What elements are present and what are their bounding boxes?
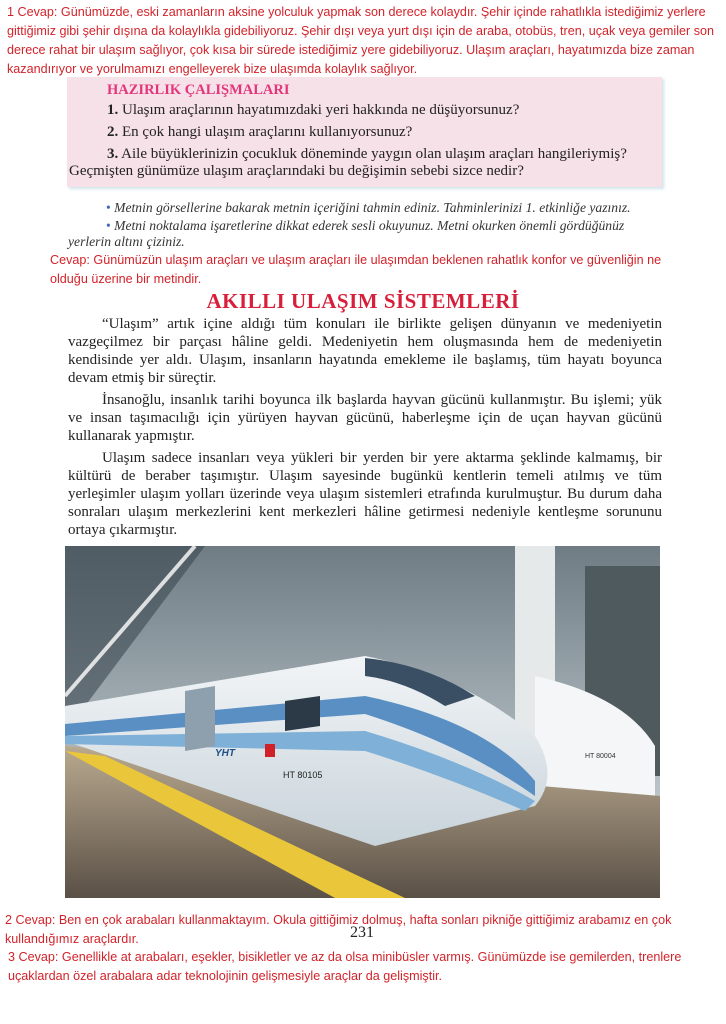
train-illustration [65, 546, 660, 898]
page-number: 231 [350, 924, 374, 941]
answer-2: 2 Cevap: Ben en çok arabaları kullanmaktayım. Okula gittiğimiz dolmuş, hafta sonları pikniğe gittiğimiz arabamız en çok kullandığımız araçlardır. [5, 913, 672, 946]
train2-number: HT 80004 [585, 753, 616, 760]
train-station-photo [65, 546, 660, 898]
preparation-box [67, 77, 662, 187]
answer-3: 3 Cevap: Genellikle at arabaları, eşekler, bisikletler ve az da olsa minibüsler varmış. Günümüzde ise gemilerden, trenlere uçaklardan özel arabalara adar teknolojinin gelişmesiyle araçlar da gelişmiştir. [8, 950, 682, 983]
turkish-flag-icon [265, 744, 275, 757]
preparation-title: HAZIRLIK ÇALIŞMALARI [107, 82, 290, 98]
instruction-2: • Metni noktalama işaretlerine dikkat ederek sesli okuyunuz. Metni okurken önemli gördüğünüz [106, 218, 625, 233]
train-number-label: HT 80105 [283, 770, 323, 780]
question-3-continued: Geçmişten günümüze ulaşım araçlarındaki bu değişimin sebebi sizce nedir? [69, 163, 524, 179]
question-3: 3. Aile büyüklerinizin çocukluk döneminde yaygın olan ulaşım araçları hangileriymiş? [107, 146, 627, 162]
instruction-1: • Metnin görsellerine bakarak metnin içeriğini tahmin ediniz. Tahminlerinizi 1. etkinliğe yazınız. [106, 200, 631, 215]
question-2: 2. En çok hangi ulaşım araçlarını kullanıyorsunuz? [107, 124, 413, 140]
paragraph-2: İnsanoğlu, insanlık tarihi boyunca ilk başlarda hayvan gücünü kullanmıştır. Bu işlemi; yük ve insan taşımacılığı için yürüyen hayvan gücünü, haberleşme için de uçan hayvan gücünü kullanarak yapmıştır. [68, 392, 662, 444]
paragraph-3: Ulaşım sadece insanları veya yükleri bir yerden bir yere aktarma şeklinde kalmamış, bir kültürü de beraber taşımıştır. Ulaşım sayesinde bugünkü kentlerin temeli atılmış ve tüm yerleşimler ulaşım yolları üzerinde veya ulaşım sistemleri etrafında kurulmuştur. Bu durum daha sonraları ulaşım merkezlerini kent merkezleri hâline getirmesi nedeniyle kentleşme sorununu ortaya çıkarmıştır. [68, 450, 662, 538]
train-brand-label: YHT [215, 748, 235, 759]
text-answer: Cevap: Günümüzün ulaşım araçları ve ulaşım araçları ile ulaşımdan beklenen rahatlık konfor ve güvenliğin ne olduğu üzerine bir metindir. [50, 253, 662, 286]
answer-1: 1 Cevap: Günümüzde, eski zamanların aksine yolculuk yapmak son derece kolaydır. Şehir içinde rahatlıkla istediğimiz yerlere gittiğimiz gibi şehir dışına da kolaylıkla gidebiliyoruz. Şehir dışı veya yurt dışı için de araba, otobüs, tren, uçak veya gemiler son derece rahat bir ulaşım sağlıyor, çok kısa bir sürede istediğimiz yere gidebiliyoruz. Ulaşım araçları, hayatımızda bize zaman kazandırıyor ve yorulmamızı engelleyerek bize ulaşımda kolaylık sağlıyor. [7, 5, 714, 76]
paragraph-1: “Ulaşım” artık içine aldığı tüm konuları ile birlikte gelişen dünyanın ve medeniyetin vazgeçilmez bir parçası hâline geldi. Medeniyetin hem oluşmasında hem de medeniyetin kendisinde yer aldı. Ulaşım, insanların hayatında emekleme ile başlamış, tüm hayatı boyunca devam etmiş bir süreçtir. [68, 316, 662, 386]
question-1: 1. Ulaşım araçlarının hayatımızdaki yeri hakkında ne düşüyorsunuz? [107, 102, 520, 118]
page-title: AKILLI ULAŞIM SİSTEMLERİ [206, 289, 520, 313]
instruction-2-continued: yerlerin altını çiziniz. [68, 234, 185, 249]
